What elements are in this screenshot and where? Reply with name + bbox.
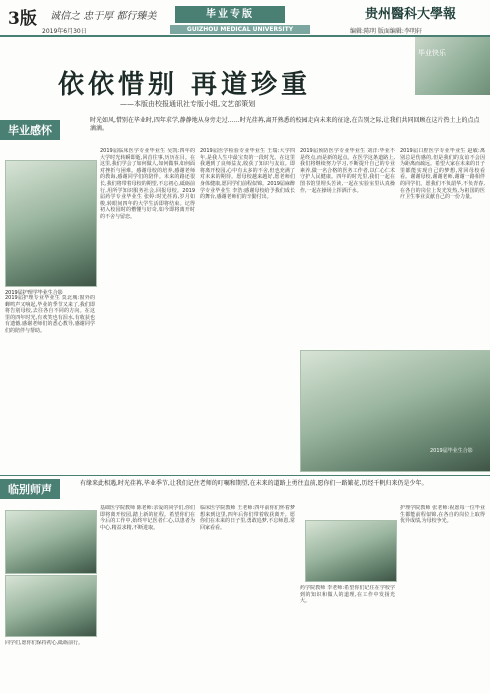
- teacher-photo-1: [5, 510, 97, 574]
- byline: ——本版由校报通讯社专版小组,文艺部策划: [120, 100, 256, 108]
- article-column-3: 2019届医学检验专业毕业生 王瑞:大学四年,是我人生中最宝贵的一段时光。在这里我遇到了良师益友,收获了知识与友谊。即将离开校园,心中有太多的不舍,但也充满了对未来的期待。愿母校越来越好,愿老师们身体健康,愿同学们前程似锦。2019届麻醉学专业毕业生 李浩:感谢母校给予我们成长的舞台,感谢老师们的辛勤付出。: [200, 148, 295, 201]
- lead-paragraph: 时光如风,惜别在毕业时,四年求学,静静地从身旁走过……时光荏苒,离开熟悉的校园走向未来的征途,在告别之际,让我们共同回顾在这片热土上的点点滴滴。: [90, 117, 480, 132]
- headline: 依依惜别 再道珍重: [58, 70, 312, 100]
- teacher-photo-3: [305, 520, 397, 582]
- hero-photo-text: 毕业快乐: [418, 49, 446, 57]
- article-column-5: 2019届口腔医学专业毕业生 赵敏:离别总是伤感的,但是我们的友谊不会因为距离而疏远。希望大家在未来的日子里都能实现自己的梦想,常回母校看看。谢谢母校,谢谢老师,谢谢一路相伴的同学们。愿我们不负韶华,不负青春,在各自的岗位上发光发热,为祖国的医疗卫生事业贡献自己的一份力量。: [400, 148, 485, 201]
- page-number: 3版: [8, 9, 37, 29]
- hero-photo: [415, 37, 490, 95]
- page-slogan: 诚信之 忠于厚 都行臻美: [50, 11, 157, 22]
- section-label-teachers: 临别师声: [0, 479, 60, 499]
- teacher-column-1: 基础医学院教师 陈老师:亲爱的同学们,你们即将离开校园,踏上新的征程。希望你们在今后的工作中,始终牢记医者仁心,以患者为中心,精益求精,不断进取。: [100, 505, 195, 531]
- teacher-column-4: 护理学院教师 张老师:祝愿每一位毕业生都能前程似锦,在各自的岗位上取得优异成绩,为母校争光。: [400, 505, 485, 525]
- article-column-2: 2019届临床医学专业毕业生 吴凯:四年的大学时光转瞬即逝,回首往事,历历在目。在这里,我们学会了如何做人,如何做事,如何面对挫折与困难。感谢母校的培养,感谢老师的教诲,感谢同学们的陪伴。未来的路还很长,我们将带着母校的期望,不忘初心,砥砺前行,用所学知识服务社会,回报母校。2019届药学专业毕业生 张婷:时光荏苒,岁月如梭,转眼间四年的大学生活即将结束。记得初入校园时的懵懂与好奇,如今即将离开时的不舍与留恋。: [100, 148, 195, 220]
- article-column-4: 2019届预防医学专业毕业生 刘洋:毕业不是终点,而是新的起点。在医学这条道路上,我们将继续努力学习,不断提升自己的专业素养,做一名合格的医务工作者,以仁心仁术守护人民健康。四年的时光里,我们一起在图书馆里埋头苦读,一起在实验室里认真操作,一起在操场上挥洒汗水。: [300, 148, 395, 194]
- teacher-column-2: 临床医学院教师 王老师:四年前你们怀着梦想来到这里,四年后你们带着收获离开。愿你们在未来的日子里,勇敢追梦,不忘师恩,常回家看看。: [200, 505, 295, 531]
- lead-paragraph-2: 有缘来此相遇,时光荏苒,毕业季节,让我们记住老师的叮嘱和期望,在未来的道路上勇往直前,愿你们一路繁花,历经千帆归来仍是少年。: [80, 480, 428, 487]
- english-name: GUIZHOU MEDICAL UNIVERSITY: [170, 25, 310, 34]
- group-photo-caption: 2019届毕业生合影: [430, 448, 473, 454]
- paper-name: 贵州醫科大學報: [365, 7, 457, 22]
- article-column-1: 2019届护理专业毕业生 莫北城:窗外的蝉鸣声又响起,毕业的季节又来了,我们即将告别母校,去往各自不同的方向。在这里的四年时光,有欢笑也有泪水,有收获也有遗憾,感谢老师们的悉心教导,感谢同学们的陪伴与帮助。: [5, 295, 95, 334]
- section-label-farewell: 毕业感怀: [0, 120, 60, 140]
- photo-caption: 2019届护理学毕业生合影: [5, 290, 63, 296]
- teacher-column-0: 同学们,愿你们保持初心,砥砺前行。: [5, 640, 84, 646]
- masthead: [0, 0, 490, 34]
- teacher-photo-2: [5, 575, 97, 637]
- section-divider: [0, 475, 490, 476]
- editor-line: 编辑:陈明 版面编辑:李明轩: [350, 28, 422, 35]
- teacher-column-3: 药学院教师 李老师:希望你们记住在学校学到的知识和做人的道理,在工作中发扬光大。: [300, 585, 395, 605]
- issue-date: 2019年6月30日: [42, 28, 87, 35]
- edition-tab: 毕业专版: [175, 6, 285, 23]
- graduation-photo: [5, 160, 97, 287]
